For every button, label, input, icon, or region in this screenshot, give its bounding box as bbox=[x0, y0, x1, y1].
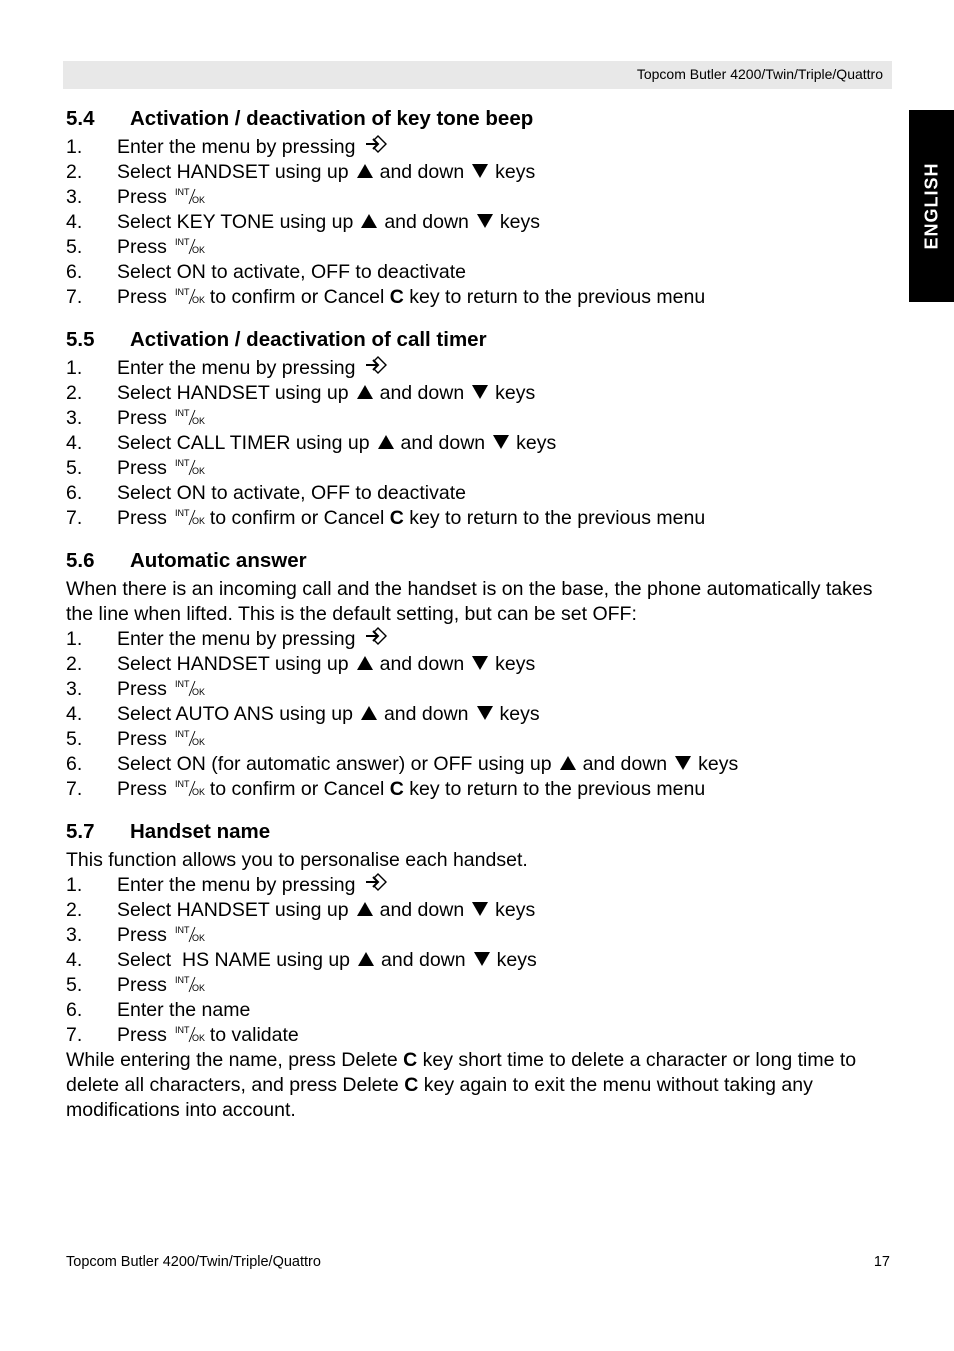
steps-list bbox=[66, 135, 896, 310]
up-triangle-icon bbox=[357, 381, 373, 406]
step-text-after: key to return to the previous menu bbox=[409, 778, 706, 800]
keys-text: keys bbox=[495, 382, 536, 404]
int-ok-key-icon bbox=[175, 237, 207, 260]
step-text: Select HANDSET using up bbox=[117, 899, 349, 921]
int-ok-key-icon bbox=[175, 508, 207, 531]
step bbox=[66, 777, 896, 802]
keys-text: keys bbox=[496, 949, 537, 971]
up-triangle-icon bbox=[361, 210, 377, 235]
svg-text:INT: INT bbox=[174, 925, 190, 935]
step-text: Select ON to activate, OFF to deactivate bbox=[117, 261, 466, 283]
int-ok-key-icon bbox=[175, 1025, 207, 1048]
and-down-text: and down bbox=[381, 949, 466, 971]
and-down-text: and down bbox=[383, 703, 469, 725]
int-ok-key-icon bbox=[175, 679, 207, 702]
step-text-after: to confirm or Cancel bbox=[209, 778, 385, 800]
step-text: Press bbox=[117, 974, 167, 996]
c-key-label: C bbox=[403, 1049, 418, 1071]
down-triangle-icon bbox=[472, 381, 488, 406]
step-text: Select HANDSET using up bbox=[117, 382, 349, 404]
running-header bbox=[63, 61, 892, 89]
step bbox=[66, 356, 896, 381]
section-title: Handset name bbox=[130, 820, 271, 843]
down-triangle-icon bbox=[493, 431, 509, 456]
step bbox=[66, 627, 896, 652]
svg-text:INT: INT bbox=[174, 237, 190, 247]
up-triangle-icon bbox=[378, 431, 394, 456]
language-tab bbox=[909, 110, 954, 302]
step-text: Press bbox=[117, 236, 167, 258]
section-title: Activation / deactivation of call timer bbox=[130, 328, 487, 351]
down-triangle-icon bbox=[472, 898, 488, 923]
step bbox=[66, 752, 896, 777]
svg-text:INT: INT bbox=[174, 458, 190, 468]
step bbox=[66, 381, 896, 406]
int-ok-key-icon bbox=[175, 408, 207, 431]
section-heading bbox=[66, 816, 896, 848]
step-number: 3. bbox=[66, 407, 83, 429]
c-key-label: C bbox=[404, 1074, 419, 1096]
step-number: 7. bbox=[66, 778, 83, 800]
svg-text:OK: OK bbox=[191, 295, 205, 305]
step-number: 2. bbox=[66, 161, 83, 183]
section-5-4 bbox=[66, 103, 896, 310]
step bbox=[66, 652, 896, 677]
c-key-label: C bbox=[389, 507, 404, 529]
step-text-after: key to return to the previous menu bbox=[409, 507, 706, 529]
step-number: 7. bbox=[66, 1024, 83, 1046]
up-triangle-icon bbox=[357, 652, 373, 677]
step bbox=[66, 285, 896, 310]
int-ok-key-icon bbox=[175, 925, 207, 948]
up-triangle-icon bbox=[357, 160, 373, 185]
step bbox=[66, 973, 896, 998]
section-outro bbox=[66, 1048, 896, 1123]
keys-text: keys bbox=[698, 753, 739, 775]
step-number: 2. bbox=[66, 382, 83, 404]
int-ok-key-icon bbox=[175, 287, 207, 310]
step-text: Press bbox=[117, 728, 167, 750]
step bbox=[66, 185, 896, 210]
and-down-text: and down bbox=[379, 899, 465, 921]
step-text: Enter the menu by pressing bbox=[117, 874, 356, 896]
section-heading bbox=[66, 324, 896, 356]
step bbox=[66, 431, 896, 456]
page-footer bbox=[66, 1254, 890, 1270]
step-text-after: to validate bbox=[209, 1024, 299, 1046]
step-number: 5. bbox=[66, 457, 83, 479]
step-text: Select HANDSET using up bbox=[117, 653, 349, 675]
section-number: 5.6 bbox=[66, 549, 95, 572]
outro-text: While entering the name, press Delete bbox=[66, 1049, 398, 1071]
menu-arrow-icon bbox=[365, 356, 387, 381]
section-intro: When there is an incoming call and the handset is on the base, the phone automatically takes the line when lifted. This is the default setting, but can be set OFF: bbox=[66, 578, 873, 625]
up-triangle-icon bbox=[361, 702, 377, 727]
int-ok-key-icon bbox=[175, 779, 207, 802]
down-triangle-icon bbox=[472, 160, 488, 185]
svg-text:INT: INT bbox=[174, 187, 190, 197]
up-triangle-icon bbox=[357, 898, 373, 923]
down-triangle-icon bbox=[472, 652, 488, 677]
step-number: 1. bbox=[66, 874, 83, 896]
c-key-label: C bbox=[389, 286, 404, 308]
step bbox=[66, 235, 896, 260]
step-number: 4. bbox=[66, 949, 83, 971]
step-text: Press bbox=[117, 1024, 167, 1046]
step-number: 6. bbox=[66, 261, 83, 283]
svg-text:INT: INT bbox=[174, 287, 190, 297]
step-text: Select HS NAME using up bbox=[117, 949, 351, 971]
step bbox=[66, 260, 896, 285]
step-number: 3. bbox=[66, 924, 83, 946]
c-key-label: C bbox=[389, 778, 404, 800]
step-text: Press bbox=[117, 186, 167, 208]
step-number: 6. bbox=[66, 999, 83, 1021]
step-number: 2. bbox=[66, 899, 83, 921]
step-text: Select ON to activate, OFF to deactivate bbox=[117, 482, 466, 504]
section-number: 5.5 bbox=[66, 328, 95, 351]
step-text-after: to confirm or Cancel bbox=[209, 286, 385, 308]
and-down-text: and down bbox=[384, 211, 469, 233]
page-content bbox=[66, 103, 896, 1137]
step-number: 6. bbox=[66, 753, 83, 775]
step-number: 2. bbox=[66, 653, 83, 675]
step-text: Select KEY TONE using up bbox=[117, 211, 354, 233]
step-text: Select AUTO ANS using up bbox=[117, 703, 353, 725]
step bbox=[66, 210, 896, 235]
svg-text:INT: INT bbox=[174, 779, 190, 789]
svg-text:OK: OK bbox=[191, 787, 205, 797]
svg-text:INT: INT bbox=[174, 679, 190, 689]
keys-text: keys bbox=[499, 703, 540, 725]
svg-text:INT: INT bbox=[174, 1025, 190, 1035]
step-text-after: to confirm or Cancel bbox=[209, 507, 385, 529]
down-triangle-icon bbox=[675, 752, 691, 777]
section-intro: This function allows you to personalise each handset. bbox=[66, 849, 528, 871]
step-number: 1. bbox=[66, 136, 83, 158]
section-number: 5.7 bbox=[66, 820, 95, 843]
page-number: 17 bbox=[873, 1254, 890, 1270]
step-number: 1. bbox=[66, 628, 83, 650]
outro-text: key again to exit the menu without taking any modifications into account. bbox=[66, 1074, 813, 1121]
keys-text: keys bbox=[516, 432, 557, 454]
step-text: Press bbox=[117, 678, 167, 700]
step bbox=[66, 506, 896, 531]
section-title: Activation / deactivation of key tone beep bbox=[130, 107, 534, 130]
step-number: 3. bbox=[66, 186, 83, 208]
step bbox=[66, 677, 896, 702]
step bbox=[66, 948, 896, 973]
svg-text:OK: OK bbox=[191, 1033, 205, 1043]
menu-arrow-icon bbox=[365, 873, 387, 898]
step-number: 7. bbox=[66, 507, 83, 529]
int-ok-key-icon bbox=[175, 729, 207, 752]
svg-text:OK: OK bbox=[191, 516, 205, 526]
svg-text:INT: INT bbox=[174, 975, 190, 985]
step bbox=[66, 998, 896, 1023]
svg-text:OK: OK bbox=[191, 687, 205, 697]
keys-text: keys bbox=[499, 211, 540, 233]
section-number: 5.4 bbox=[66, 107, 95, 130]
and-down-text: and down bbox=[582, 753, 668, 775]
step-number: 3. bbox=[66, 678, 83, 700]
step bbox=[66, 481, 896, 506]
step bbox=[66, 406, 896, 431]
footer-title: Topcom Butler 4200/Twin/Triple/Quattro bbox=[66, 1254, 321, 1270]
down-triangle-icon bbox=[477, 210, 493, 235]
outro-text: key short time to delete a character or long time to delete all characters, and press Delete bbox=[66, 1049, 857, 1096]
keys-text: keys bbox=[495, 161, 536, 183]
up-triangle-icon bbox=[358, 948, 374, 973]
step-text: Press bbox=[117, 407, 167, 429]
step-text: Press bbox=[117, 924, 167, 946]
step-number: 5. bbox=[66, 974, 83, 996]
and-down-text: and down bbox=[379, 161, 465, 183]
up-triangle-icon bbox=[560, 752, 576, 777]
svg-text:OK: OK bbox=[191, 245, 205, 255]
step-number: 4. bbox=[66, 432, 83, 454]
step-text: Select HANDSET using up bbox=[117, 161, 349, 183]
step bbox=[66, 160, 896, 185]
menu-arrow-icon bbox=[365, 135, 387, 160]
section-5-7 bbox=[66, 816, 896, 1123]
svg-text:OK: OK bbox=[191, 416, 205, 426]
steps-list bbox=[66, 356, 896, 531]
step-text: Enter the menu by pressing bbox=[117, 357, 356, 379]
section-heading bbox=[66, 103, 896, 135]
svg-text:OK: OK bbox=[191, 983, 205, 993]
section-heading bbox=[66, 545, 896, 577]
keys-text: keys bbox=[495, 653, 536, 675]
step bbox=[66, 898, 896, 923]
keys-text: keys bbox=[495, 899, 536, 921]
and-down-text: and down bbox=[400, 432, 486, 454]
step-number: 5. bbox=[66, 728, 83, 750]
step bbox=[66, 456, 896, 481]
step-text: Enter the menu by pressing bbox=[117, 628, 356, 650]
step-number: 4. bbox=[66, 211, 83, 233]
step-number: 1. bbox=[66, 357, 83, 379]
svg-text:INT: INT bbox=[174, 729, 190, 739]
svg-text:OK: OK bbox=[191, 195, 205, 205]
int-ok-key-icon bbox=[175, 975, 207, 998]
svg-text:INT: INT bbox=[174, 408, 190, 418]
svg-text:OK: OK bbox=[191, 737, 205, 747]
step bbox=[66, 727, 896, 752]
svg-text:INT: INT bbox=[174, 508, 190, 518]
step-number: 5. bbox=[66, 236, 83, 258]
step bbox=[66, 135, 896, 160]
step-text: Press bbox=[117, 286, 167, 308]
step-text: Press bbox=[117, 507, 167, 529]
step bbox=[66, 873, 896, 898]
header-title: Topcom Butler 4200/Twin/Triple/Quattro bbox=[636, 66, 883, 82]
and-down-text: and down bbox=[379, 382, 465, 404]
and-down-text: and down bbox=[379, 653, 465, 675]
step-text: Select ON (for automatic answer) or OFF using up bbox=[117, 753, 552, 775]
steps-list bbox=[66, 873, 896, 1048]
int-ok-key-icon bbox=[175, 458, 207, 481]
svg-text:OK: OK bbox=[191, 933, 205, 943]
step-text: Press bbox=[117, 457, 167, 479]
int-ok-key-icon bbox=[175, 187, 207, 210]
section-title: Automatic answer bbox=[130, 549, 307, 572]
down-triangle-icon bbox=[474, 948, 490, 973]
step-text: Enter the name bbox=[117, 999, 251, 1021]
step-number: 4. bbox=[66, 703, 83, 725]
step bbox=[66, 923, 896, 948]
section-5-6 bbox=[66, 545, 896, 802]
step-text: Select CALL TIMER using up bbox=[117, 432, 370, 454]
svg-text:OK: OK bbox=[191, 466, 205, 476]
step bbox=[66, 1023, 896, 1048]
step-text-after: key to return to the previous menu bbox=[409, 286, 706, 308]
language-tab-label: ENGLISH bbox=[921, 162, 941, 250]
step-number: 7. bbox=[66, 286, 83, 308]
down-triangle-icon bbox=[477, 702, 493, 727]
step-number: 6. bbox=[66, 482, 83, 504]
step-text: Enter the menu by pressing bbox=[117, 136, 356, 158]
step bbox=[66, 702, 896, 727]
section-5-5 bbox=[66, 324, 896, 531]
menu-arrow-icon bbox=[365, 627, 387, 652]
step-text: Press bbox=[117, 778, 167, 800]
steps-list bbox=[66, 627, 896, 802]
